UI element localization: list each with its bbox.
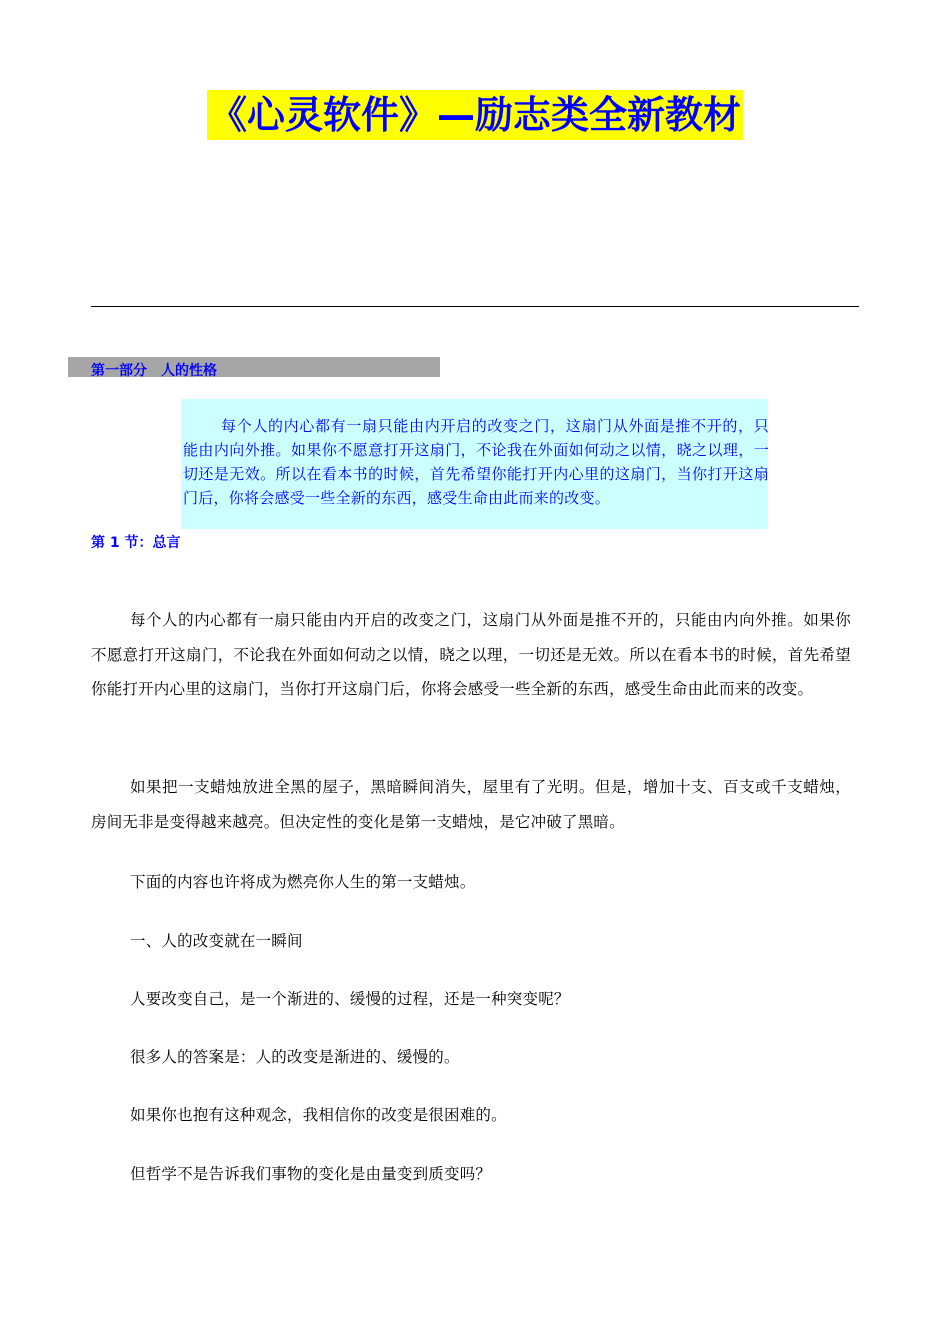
body-paragraph: 但哲学不是告诉我们事物的变化是由量变到质变吗？ [130,1165,492,1183]
document-title: 《心灵软件》—励志类全新教材 [207,90,743,140]
body-paragraph: 下面的内容也许将成为燃亮你人生的第一支蜡烛。 [130,873,476,891]
intro-callout-text: 每个人的内心都有一扇只能由内开启的改变之门，这扇门从外面是推不开的，只能由内向外推。如果你不愿意打开这扇门，不论我在外面如何动之以情，晓之以理，一切还是无效。所以在看本书的时候，首先希望你能打开内心里的这扇门，当你打开这扇门后，你将会感受一些全新的东西，感受生命由此而来的改变。 [183,417,769,507]
section-heading: 第一部分 人的性格 [91,363,217,379]
horizontal-rule [91,306,859,307]
body-paragraph: 如果你也抱有这种观念，我相信你的改变是很困难的。 [130,1106,507,1124]
body-paragraph: 一、人的改变就在一瞬间 [130,932,303,950]
body-paragraph: 如果把一支蜡烛放进全黑的屋子，黑暗瞬间消失，屋里有了光明。但是，增加十支、百支或千支蜡烛，房间无非是变得越来越亮。但决定性的变化是第一支蜡烛，是它冲破了黑暗。 [91,778,851,831]
body-paragraph: 每个人的内心都有一扇只能由内开启的改变之门，这扇门从外面是推不开的，只能由内向外推。如果你不愿意打开这扇门，不论我在外面如何动之以情，晓之以理，一切还是无效。所以在看本书的时候，首先希望你能打开内心里的这扇门，当你打开这扇门后，你将会感受一些全新的东西，感受生命由此而来的改变。 [91,611,851,698]
title-wrapper [0,90,950,140]
body-paragraph: 人要改变自己，是一个渐进的、缓慢的过程，还是一种突变呢？ [130,990,570,1008]
subsection-heading: 第 1 节：总言 [91,535,181,551]
body-paragraph: 很多人的答案是：人的改变是渐进的、缓慢的。 [130,1048,460,1066]
